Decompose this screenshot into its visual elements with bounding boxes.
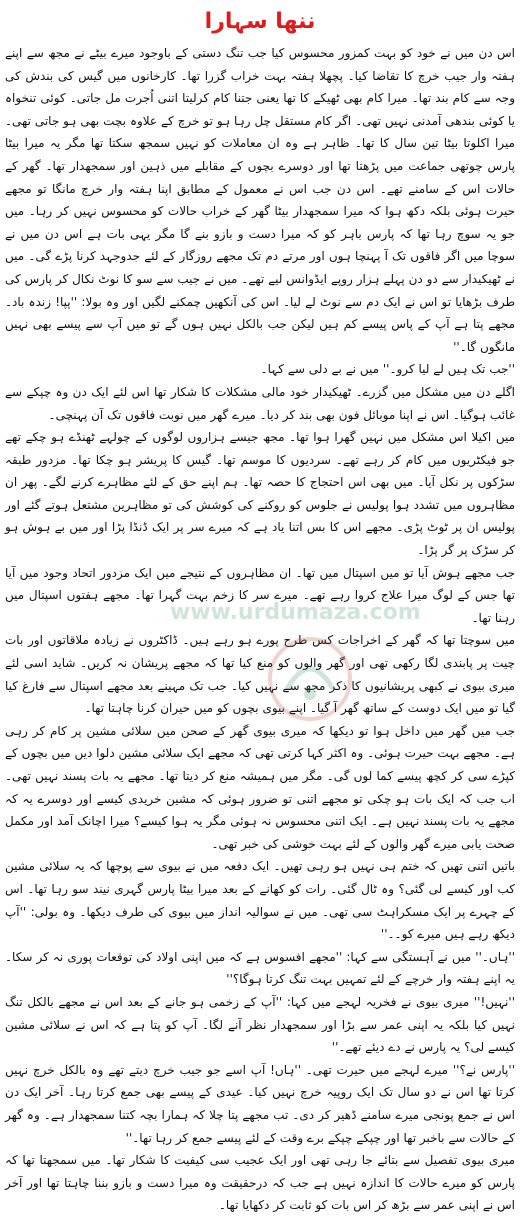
story-paragraph: اس دن میں نے خود کو بہت کمزور محسوس کیا جب تنگ دستی کے باوجود میرے بیٹے نے مجھ سے اپنے ہفتہ وار جیب خرچ کا تقاضا کیا۔ پچھلا ہفتہ بہت خراب گزرا تھا۔ کارخانوں میں گیس کی بندش کی وجہ سے کام بند تھا۔ میرا کام بھی ٹھیکے کا تھا یعنی جتنا کام کرلیتا اتنی اُجرت مل جاتی۔ کوئی تنخواہ یا کوئی بندھی آمدنی نہیں تھی۔ اگر کام مستقل چل رہا ہو تو خرچ کے علاوہ بچت بھی ہو جاتی تھی۔ میرا اکلوتا بیٹا تین سال کا تھا۔ ظاہر ہے وہ ان معاملات کو نہیں سمجھ سکتا تھا مگر یہ میرا بیٹا پارس چوتھی جماعت میں پڑھتا تھا اور دوسرے بچوں کے مقابلے میں ذہین اور سمجھدار تھا۔ گھر کے حالات اس کے سامنے تھے۔ اس دن جب اس نے معمول کے مطابق اپنا ہفتہ وار خرچ مانگا تو مجھے حیرت ہوئی بلکہ دکھ ہوا کہ میرا سمجھدار بیٹا گھر کے خراب حالات کو محسوس نہیں کر رہا۔ میں جو یہ سوچ رہا تھا کہ پارس باہر کو کہ میرا دست و بازو بنے گا مگر یہی بات ہے اس دن میں نے سوچا میں اگر فاقوں تک آ پہنچا ہوں اور مرتے دم تک مجھے روزگار کے لئے جدوجہد کرنا پڑے گی۔ میں نے ٹھیکیدار سے دو دن پہلے ہزار روپے ایڈوانس لیے تھے۔ میں نے جیب سے سو کا نوٹ نکال کر پارس کی طرف بڑھایا تو اس نے ایک دم سے نوٹ لے لیا۔ اس کی آنکھیں چمکنے لگیں اور وہ بولا: ''پپا! زندہ باد۔ مجھے پتا ہے آپ کے پاس پیسے کم ہیں لیکن جب بالکل نہیں ہوں گے تو میں آپ سے پیسے بھی نہیں مانگوں گا۔'' (5, 46, 515, 354)
story-paragraph: ''نہیں!'' میری بیوی نے فخریہ لہجے میں کہا: ''آپ کے زخمی ہو جانے کے بعد اس نے مجھے بالکل تنگ نہیں کیا بلکہ یہ اپنی عمر سے بڑا اور سمجھدار نظر آنے لگا۔ آپ کو پتا ہے کہ اس نے سلائی مشین کیسے لی؟ یہ پارس نے دے دیئے تھے۔'' (5, 994, 515, 1055)
story-paragraph: ''پارس نے؟'' میرے لہجے میں حیرت تھی۔ ''ہاں! آپ اسے جو جیب خرچ دیتے تھے وہ بالکل خرچ نہیں کرتا تھا اس نے دو سال تک ایک روپیہ خرچ نہیں کیا۔ عیدی کے پیسے بھی جمع کرتا رہا۔ آخر ایک دن اس نے جمع پونجی میرے سامنے ڈھیر کر دی۔ تب مجھے پتا چلا کہ ہمارا بچہ کتنا سمجھدار ہے۔ وہ گھر کے حالات سے باخبر تھا اور چپکے چپکے برے وقت کے لئے پیسے جمع کر رہا تھا۔'' (5, 1062, 515, 1145)
story-paragraph: میں سوچتا تھا کہ گھر کے اخراجات کس طرح پورے ہو رہے ہیں۔ ڈاکٹروں نے زیادہ ملاقاتوں اور بات چیت پر پابندی لگا رکھی تھی اور گھر والوں کو منع کیا تھا کہ مجھے پریشان نہ کریں۔ شاید اسی لئے میری بیوی نے کبھی پریشانیوں کا ذکر مجھ سے نہیں کیا۔ جب تک مہینے بعد مجھے اسپتال سے فارغ کیا گیا تو میں ایک دوست کے ساتھ گھر آ گیا۔ اپنے بیوی بچوں کو میں حیران کرنا چاہتا تھا۔ (5, 633, 515, 716)
story-paragraph: ''جب تک ہیں لے لیا کرو۔'' میں نے بے دلی سے کہا۔ (260, 362, 515, 377)
story-paragraph: جب مجھے ہوش آیا تو میں اسپتال میں تھا۔ ان مظاہروں کے نتیجے میں ایک مزدور اتحاد وجود میں آیا تھا جس کے لوگ میرا علاج کروا رہے تھے۔ میرے سر کا زخم بہت گہرا تھا۔ مجھے ہفتوں اسپتال میں رہنا تھا۔ (5, 565, 515, 625)
story-paragraph: باتیں اتنی تھیں کہ ختم ہی نہیں ہو رہی تھیں۔ ایک دفعہ میں نے بیوی سے پوچھا کہ یہ سلائی مشین کب اور کیسے لی گئی؟ وہ ٹال گئی۔ رات کو کھانے کے بعد میرا بیٹا پارس گہری نیند سو رہا تھا۔ اس کے چہرے پر ایک مسکراہٹ سی تھی۔ میں نے سوالیہ انداز میں بیوی کی طرف دیکھا۔ وہ بولی: ''آپ دیکھ رہے ہیں میرے کو۔۔'' (5, 859, 515, 942)
story-paragraph: میں اکیلا اس مشکل میں نہیں گھرا ہوا تھا۔ مجھ جیسے ہزاروں لوگوں کے چولہے ٹھنڈے ہو چکے تھے جو فیکٹریوں میں کام کر رہے تھے۔ سردیوں کا موسم تھا۔ گیس کا پریشر ہو چکا تھا۔ مزدور طبقہ سڑکوں پر نکل آیا۔ میں بھی اس احتجاج کا حصہ تھا۔ ہم اپنے حق کے لئے مظاہرے کرنے لگے۔ پھر ان مظاہروں میں تشدد ہوا پولیس نے جلوس کو روکنے کی کوشش کی تو مظاہرین مشتعل ہوتے گئے اور پولیس ان پر ٹوٹ پڑی۔ مجھے اس کا بس اتنا یاد ہے کہ میرے سر پر ایک ڈنڈا پڑا اور میں بے ہوش ہو کر سڑک پر گر پڑا۔ (5, 430, 515, 558)
story-paragraph: ''ہاں۔'' میں نے آہستگی سے کہا: ''مجھے افسوس ہے کہ میں اپنی اولاد کی توقعات پوری نہ کر سکا۔ یہ اپنے ہفتہ وار خرچے کے لئے تمہیں بہت تنگ کرتا ہوگا؟'' (5, 949, 515, 987)
watermark-url: www.urdumaza.com (170, 600, 421, 625)
story-paragraph: میری بیوی تفصیل سے بتائے جا رہی تھی اور ایک عجیب سی کیفیت کا شکار تھا۔ میں سمجھتا تھا کہ پارس کو میرے حالات کا اندازہ نہیں ہے جب کہ درحقیقت وہ میرا دست و بازو بننا چاہتا تھا اور آخر اس نے اپنی عمر سے بڑھ کر اس بات کو ثابت کر دکھایا تھا۔ (5, 1153, 515, 1213)
story-paragraph: اگلے دن میں مشکل میں گزرے۔ ٹھیکیدار خود مالی مشکلات کا شکار تھا اس لئے ایک دن وہ چپکے سے غائب ہوگیا۔ اس نے اپنا موبائل فون بھی بند کر دیا۔ میرے گھر میں نوبت فاقوں تک آن پہنچی۔ (5, 384, 515, 422)
story-title: ننھا سہارا (204, 9, 316, 34)
story-body (5, 42, 515, 1217)
story-paragraph: جب میں گھر میں داخل ہوا تو دیکھا کہ میری بیوی گھر کے صحن میں سلائی مشین پر کام کر رہی ہے۔ مجھے بہت حیرت ہوئی۔ وہ اکثر کہا کرتی تھی کہ مجھے ایک سلائی مشین دلوا دیں میں بچوں کے کپڑے سی کر کچھ پیسے کما لوں گی۔ مگر میں ہمیشہ منع کر دیتا تھا۔ مجھے یہ بات پسند نہیں تھی۔ اب جب کہ ایک بات ہو چکی تو مجھے اتنی تو ضرور ہوئی کہ مشین خریدی کیسے اور دوسرے یہ کہ مجھے یہ بات پسند نہیں ہے۔ ایک اتنی محسوس نہ ہوئی مگر یہ ہوا کیسے؟ میرا اچانک آمد اور مکمل صحت یابی میرے گھر والوں کے لئے بہت خوشی کی خبر تھی۔ (5, 723, 515, 851)
